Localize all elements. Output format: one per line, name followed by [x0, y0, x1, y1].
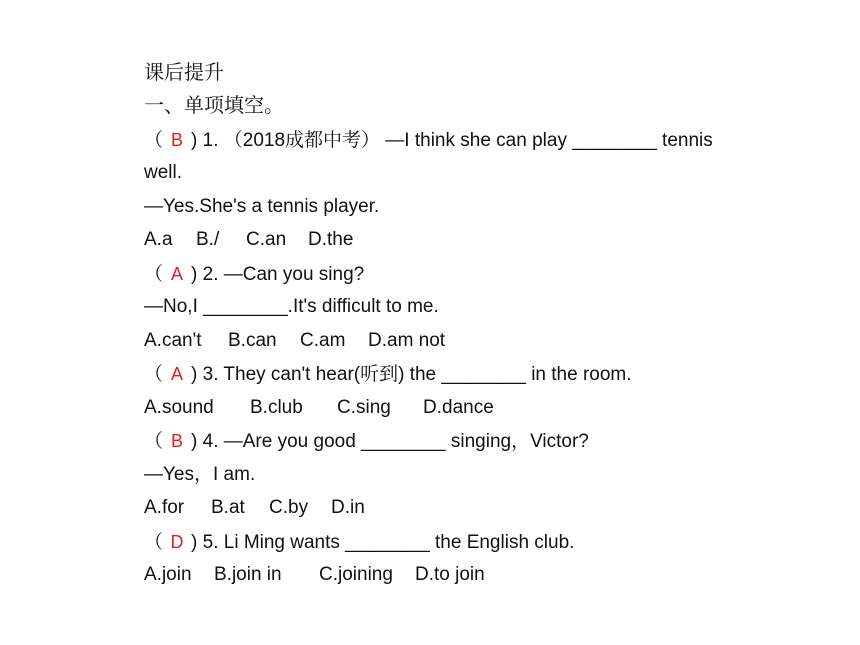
option-a: A.sound — [144, 397, 214, 418]
question-2 — [144, 262, 364, 287]
option-c: C.am — [300, 330, 346, 351]
question-4-stem: ) 4. —Are you good ________ singing，Victor? — [191, 431, 589, 452]
option-d: D.in — [331, 497, 365, 518]
open-bracket: （ — [144, 264, 164, 285]
open-bracket: （ — [144, 532, 164, 553]
question-1-stem: ) 1. （2018成都中考） —I think she can play ________ tennis — [191, 130, 713, 151]
question-2-options — [144, 329, 445, 353]
question-1-dialogue: —Yes.She's a tennis player. — [144, 196, 380, 217]
option-c: C.sing — [337, 397, 391, 418]
question-3-stem: ) 3. They can't hear(听到) the ________ in the room. — [191, 364, 632, 385]
exercise-subtitle: 一、单项填空。 — [144, 95, 284, 117]
option-b: B./ — [196, 229, 220, 250]
answer-2: A — [171, 264, 184, 284]
question-5-options — [144, 563, 485, 587]
option-d: D.the — [308, 229, 354, 250]
question-1 — [144, 128, 713, 153]
option-d: D.am not — [368, 330, 446, 351]
question-4-options — [144, 496, 365, 520]
option-a: A.can't — [144, 330, 202, 351]
question-1-continuation: well. — [144, 162, 183, 183]
question-3-options — [144, 396, 494, 420]
answer-3: A — [171, 364, 184, 384]
section-title: 课后提升 — [144, 62, 224, 84]
option-b: B.can — [228, 330, 277, 351]
open-bracket: （ — [144, 130, 164, 151]
open-bracket: （ — [144, 431, 164, 452]
option-a: A.join — [144, 564, 192, 585]
option-a: A.for — [144, 497, 185, 518]
option-b: B.club — [250, 397, 303, 418]
question-4 — [144, 429, 589, 454]
option-c: C.joining — [319, 564, 393, 585]
option-c: C.an — [246, 229, 287, 250]
answer-4: B — [171, 431, 184, 451]
option-d: D.dance — [423, 397, 494, 418]
question-2-stem: ) 2. —Can you sing? — [191, 264, 365, 285]
question-5 — [144, 530, 574, 555]
question-1-options — [144, 228, 353, 252]
question-3 — [144, 362, 632, 387]
option-b: B.at — [211, 497, 245, 518]
question-5-stem: ) 5. Li Ming wants ________ the English club. — [191, 532, 575, 553]
answer-1: B — [171, 130, 184, 150]
open-bracket: （ — [144, 364, 164, 385]
answer-5: D — [170, 532, 184, 552]
option-b: B.join in — [214, 564, 282, 585]
option-d: D.to join — [415, 564, 485, 585]
option-c: C.by — [269, 497, 309, 518]
question-2-dialogue: —No,I ________.It's difficult to me. — [144, 296, 439, 317]
option-a: A.a — [144, 229, 173, 250]
question-4-dialogue: —Yes，I am. — [144, 464, 256, 485]
